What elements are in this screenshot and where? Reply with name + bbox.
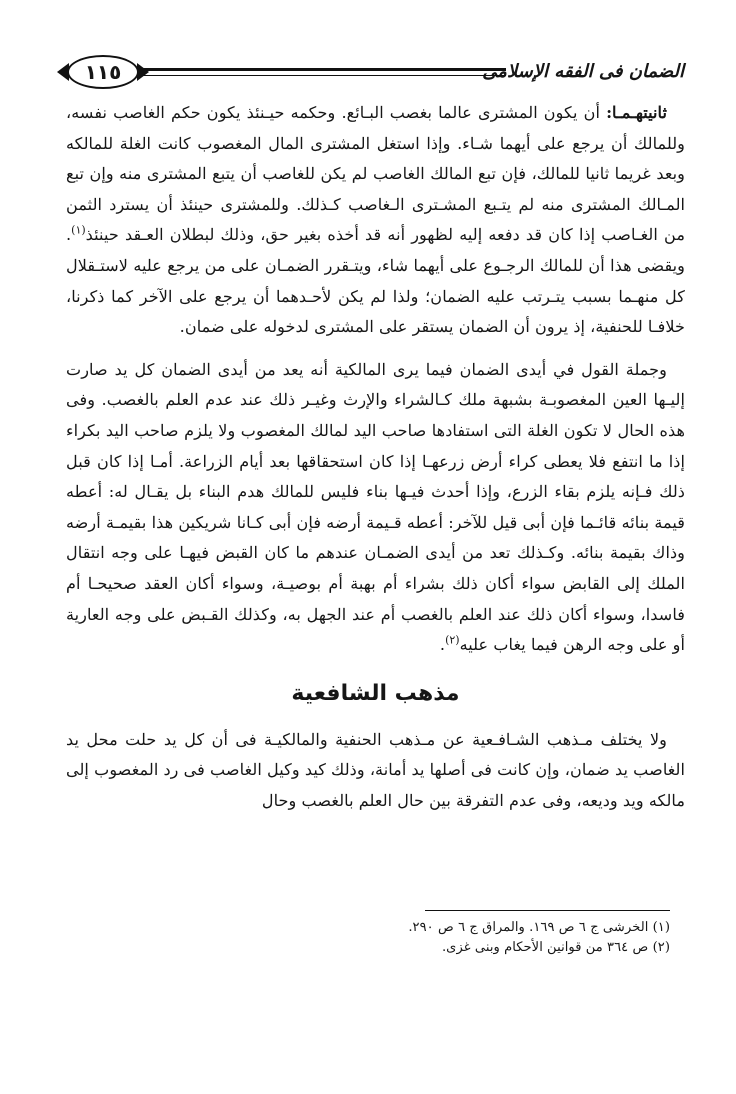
left-arrow-ornament-icon <box>57 63 69 81</box>
footnote-reference-1: (١) <box>71 223 86 237</box>
paragraph-1 <box>66 98 685 343</box>
section-heading: مذهب الشافعية <box>291 680 460 706</box>
paragraph-2-tail: . <box>439 635 446 655</box>
paragraph-2 <box>66 355 685 661</box>
footnote-2: (٢) ص ٣٦٤ من قوانين الأحكام وبنى غزى. <box>441 940 670 955</box>
footnote-separator <box>425 910 670 911</box>
footnote-reference-2: (٢) <box>445 633 460 647</box>
page-number: ١١٥ <box>84 60 122 84</box>
main-text <box>66 98 685 816</box>
paragraph-1-lead: ثانيتهـمـا: <box>606 103 667 122</box>
paragraph-2-text: وجملة القول في أيدى الضمان فيما يرى المالكية أنه يعد من أيدى الضمان كل يد صارت إليـها العين المغصوبـة بشبهة ملك كـالشراء والإرث وغيـر ذلك عند عدم العلم بالغصب. وفى هذه الحال لا تكون الغلة التى استفادها صاحب اليد لمالك المغصوب ولا يلزم صاحب اليد بكراء إذا ما انتفع فلا يعطى كراء أرض زرعهـا إذا كان استحقاقها بعد أيام الزراعة. أمـا إذا كان قبل ذلك فـإنه يلزم بقاء الزرع، وإذا أحدث فيـها بناء فليس للمالك هدم البناء بل يقـال له: أعطه قيمة بنائه قائـما فإن أبى قيل للآخر: أعطه قـيمة أرضه فإن أبى كـانا شريكين هذا بقيمـة أرضه وذاك بقيمة بنائه. وكـذلك تعد من أيدى الضمـان عندهم ما كان القبض فيهـا على وجه انتقال الملك إلى القابض سواء أكان ذلك بشراء أم بهبة أم بوصيـة، وسواء أكان العقد صحيحـا أم فاسدا، وسواء أكان ذلك عند العلم بالغصب أم عند الجهل به، وكذلك القـبض على وجه العارية أو على وجه الرهن فيما يغاب عليه <box>66 359 685 655</box>
right-arrow-ornament-icon <box>137 63 149 81</box>
paragraph-3 <box>66 725 685 817</box>
running-title: الضمان فى الفقه الإسلامى <box>482 61 684 82</box>
paragraph-1-text: أن يكون المشترى عالما بغصب البـائع. وحكمه حيـنئذ يكون حكم الغاصب نفسه، وللمالك أن يرجع على أيهما شـاء. وإذا استغل المشترى المال المغصوب كانت الغلة للمالكه وبعد غريما ثانيا للمالك، فإن تبع المالك الغاصب لم يكن للغاصب أن يتبع المشترى منه وإن تبع المـالك المشترى منه لم يتـبع المشـترى الـغاصب كـذلك. وللمشترى حينئذ أن يسترد الثمن من الغـاصب إذا كان قد دفعه إليه لظهور أنه قد أخذه بغير حق، وذلك لبطلان العـقد حينئذ <box>66 103 685 245</box>
footnotes <box>110 918 670 958</box>
footnote-1: (١) الخرشى ج ٦ ص ١٦٩. والمراق ج ٦ ص ٢٩٠. <box>408 920 670 935</box>
page-header <box>67 55 684 93</box>
paragraph-3-text: ولا يختلف مـذهب الشـافـعية عن مـذهب الحنفية والمالكيـة فى أن كل يد حلت محل يد الغاصب يد ضمان، وإن كانت فى أصلها يد أمانة، وذلك كيد وكيل الغاصب فى رد المغصوب إلى مالكه ويد وديعه، وفى عدم التفرقة بين حال العلم بالغصب وحال <box>66 729 685 810</box>
header-rule <box>140 68 506 76</box>
page-number-frame <box>67 55 139 89</box>
paragraph-1-tail: . ويقضى هذا أن للمالك الرجـوع على أيهما شاء، ويتـقرر الضمـان على من يرجع عليه لاستـقلال كل منهـما بسبب يتـرتب عليه الضمان؛ ولذا لم يكن لأحـدهما أن يرجع على الآخر كما ذكرنا، خلافـا للحنفية، إذ يرون أن الضمان يستقر على المشترى لدخوله على ضمان. <box>66 225 685 337</box>
